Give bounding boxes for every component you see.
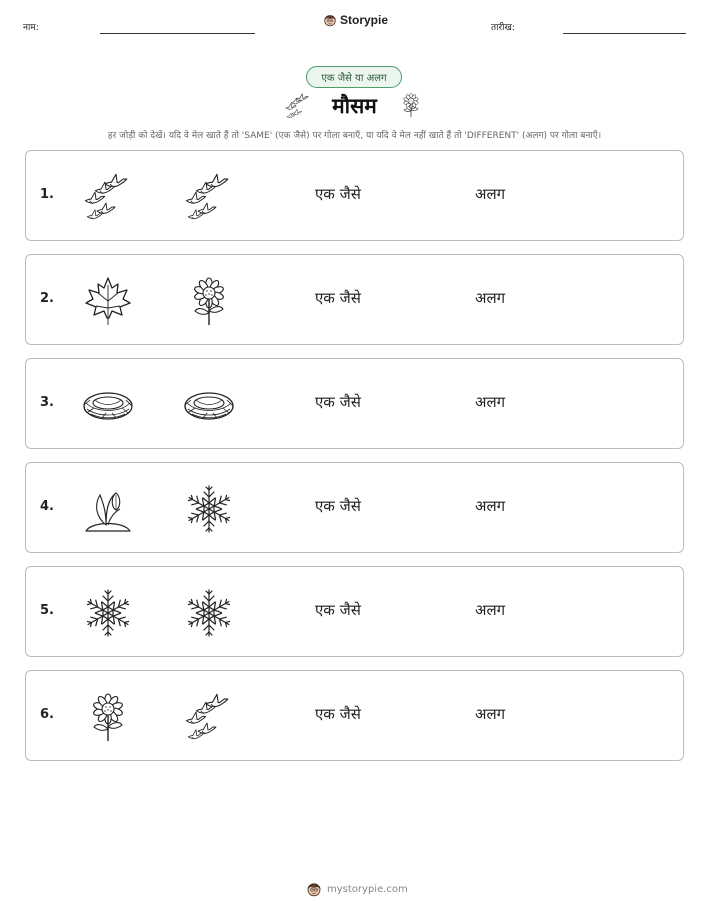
name-field-line[interactable] (100, 33, 255, 34)
question-number: 3. (40, 395, 54, 410)
mascot-icon (306, 881, 322, 897)
option-different[interactable]: अलग (475, 393, 506, 411)
question-number: 6. (40, 707, 54, 722)
instructions: हर जोड़ी को देखें। यदि वे मेल खाते हैं तो 'SAME' (एक जैसे) पर गोला बनाएँ, या यदि वे मेल नहीं खाते हैं तो 'DIFFERENT' (अलग) पर गोला बनाएँ। (107, 131, 602, 141)
option-same[interactable]: एक जैसे (315, 185, 361, 203)
maple-leaf-icon (82, 275, 134, 327)
option-different[interactable]: अलग (475, 601, 506, 619)
option-different[interactable]: अलग (475, 497, 506, 515)
footer-site: mystorypie.com (327, 883, 408, 895)
mascot-icon (323, 13, 337, 27)
option-same[interactable]: एक जैसे (315, 497, 361, 515)
sunflower-icon (183, 275, 235, 327)
option-same[interactable]: एक जैसे (315, 705, 361, 723)
option-different[interactable]: अलग (475, 185, 506, 203)
page-title: मौसम (332, 94, 377, 118)
name-label: नाम: (23, 23, 39, 33)
snowflake-icon (183, 587, 235, 639)
storypie-logo (323, 13, 388, 27)
option-same[interactable]: एक जैसे (315, 289, 361, 307)
question-row (25, 254, 684, 345)
worksheet-type-badge: एक जैसे या अलग (306, 66, 402, 88)
nest-icon (82, 379, 134, 431)
nest-icon (183, 379, 235, 431)
question-number: 1. (40, 187, 54, 202)
question-row (25, 566, 684, 657)
question-row (25, 462, 684, 553)
snowdrop-icon (82, 483, 134, 535)
question-number: 2. (40, 291, 54, 306)
question-row (25, 670, 684, 761)
sunflower-icon (82, 691, 134, 743)
geese-icon (82, 171, 134, 223)
brand-name: Storypie (340, 13, 389, 27)
snowflake-icon (82, 587, 134, 639)
option-different[interactable]: अलग (475, 705, 506, 723)
option-same[interactable]: एक जैसे (315, 601, 361, 619)
question-number: 4. (40, 499, 54, 514)
question-row (25, 358, 684, 449)
question-number: 5. (40, 603, 54, 618)
geese-icon (183, 691, 235, 743)
date-field-line[interactable] (563, 33, 686, 34)
date-label: तारीख: (491, 23, 515, 33)
question-row (25, 150, 684, 241)
option-different[interactable]: अलग (475, 289, 506, 307)
sunflower-icon (398, 90, 424, 120)
footer (306, 881, 408, 897)
snowflake-icon (183, 483, 235, 535)
geese-icon (183, 171, 235, 223)
option-same[interactable]: एक जैसे (315, 393, 361, 411)
